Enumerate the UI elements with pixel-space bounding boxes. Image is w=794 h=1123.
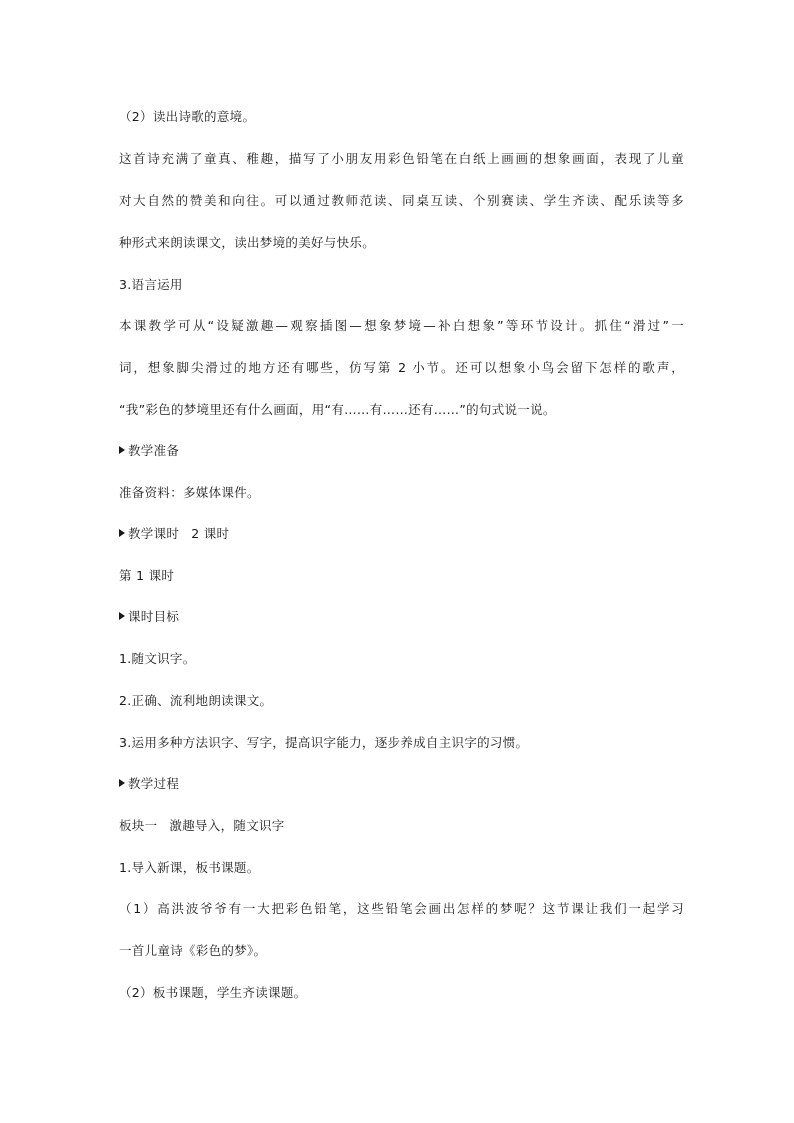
- paragraph-line: 词，想象脚尖滑过的地方还有哪些，仿写第 2 小节。还可以想象小鸟会留下怎样的歌声，: [119, 360, 684, 375]
- goal-item: 3.运用多种方法识字、写字，提高识字能力，逐步养成自主识字的习惯。: [119, 735, 529, 750]
- step-item: 1.导入新课，板书课题。: [119, 860, 260, 875]
- lesson-title: 第 1 课时: [119, 568, 175, 583]
- paragraph-line: “我”彩色的梦境里还有什么画面，用“有……有……还有……”的句式说一说。: [119, 402, 556, 417]
- prep-heading: [119, 443, 684, 459]
- step-item: （2）板书课题，学生齐读课题。: [119, 985, 307, 1000]
- process-heading: [119, 776, 684, 792]
- section-title: 激趣导入，随文识字: [169, 818, 285, 833]
- period-heading: [119, 526, 684, 542]
- paragraph-line: 这首诗充满了童真、稚趣，描写了小朋友用彩色铅笔在白纸上画画的想象画面，表现了儿童: [119, 151, 684, 166]
- goal-item: 2.正确、流利地朗读课文。: [119, 693, 273, 708]
- paragraph-line: 对大自然的赞美和向往。可以通过教师范读、同桌互读、个别赛读、学生齐读、配乐读等多: [119, 193, 684, 208]
- paragraph-line: （1）高洪波爷爷有一大把彩色铅笔，这些铅笔会画出怎样的梦呢？这节课让我们一起学习: [119, 901, 684, 916]
- triangle-bullet-icon: [119, 612, 125, 620]
- prep-text: 准备资料：多媒体课件。: [119, 485, 260, 500]
- triangle-bullet-icon: [119, 779, 125, 787]
- paragraph-line: 种形式来朗读课文，读出梦境的美好与快乐。: [119, 235, 376, 250]
- period-heading-text: 教学课时: [128, 526, 180, 541]
- section-block-title: [119, 818, 684, 834]
- section-label: 板块一: [119, 818, 158, 833]
- process-heading-text: 教学过程: [128, 776, 180, 791]
- triangle-bullet-icon: [119, 446, 125, 454]
- period-value: 2 课时: [191, 526, 230, 541]
- section-heading: 3.语言运用: [119, 277, 183, 292]
- goals-heading-text: 课时目标: [128, 609, 180, 624]
- paragraph-line: 本课教学可从“设疑激趣—观察插图—想象梦境—补白想象”等环节设计。抓住“滑过”一: [119, 318, 684, 333]
- prep-heading-text: 教学准备: [128, 443, 180, 458]
- triangle-bullet-icon: [119, 529, 125, 537]
- goal-item: 1.随文识字。: [119, 651, 196, 666]
- reading-heading: （2）读出诗歌的意境。: [119, 109, 256, 124]
- goals-heading: [119, 609, 684, 625]
- paragraph-line: 一首儿童诗《彩色的梦》。: [119, 943, 267, 958]
